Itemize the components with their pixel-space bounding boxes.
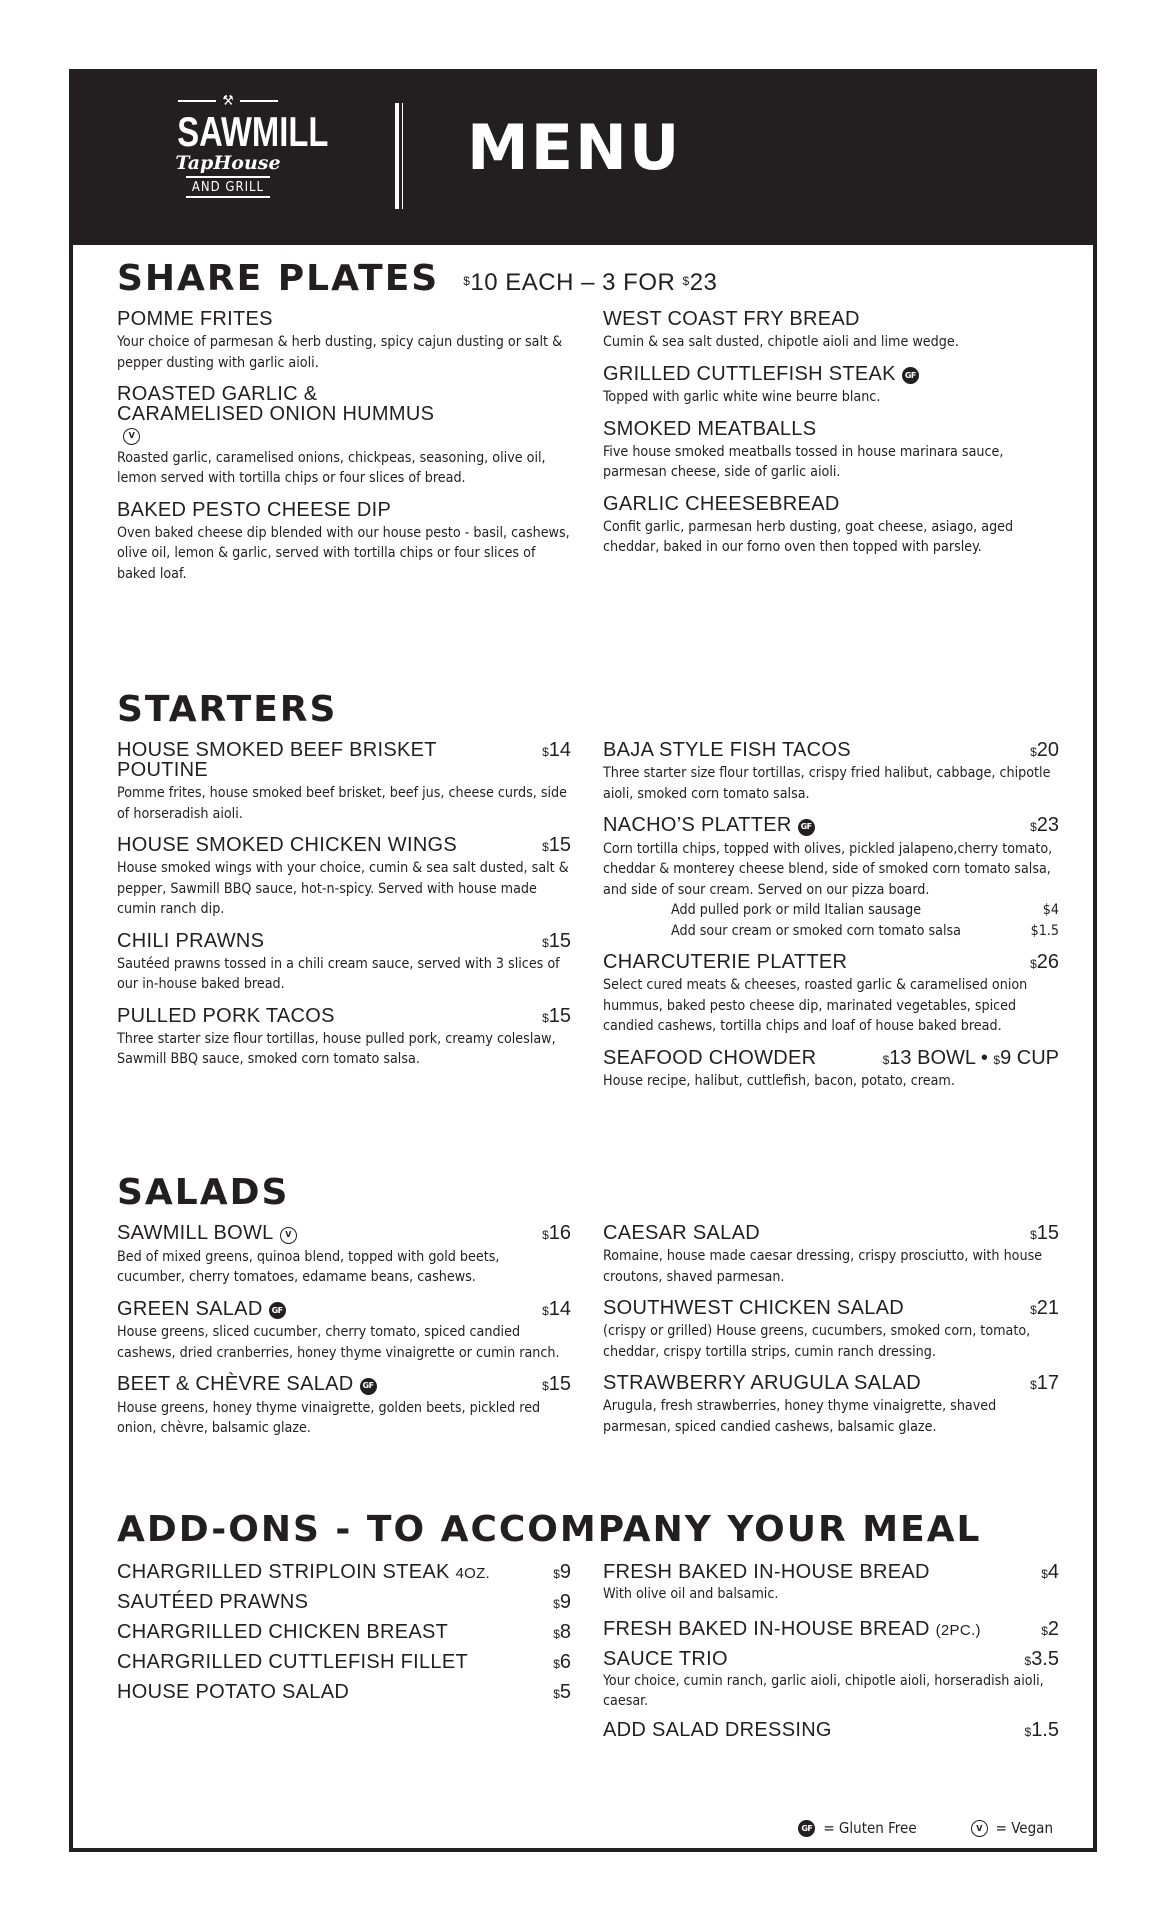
gluten-free-icon: GF [798, 819, 815, 836]
menu-item: BEET & CHÈVRE SALAD GF $15 House greens, honey thyme vinaigrette, golden beets, pickled red onion, chèvre, balsamic glaze. [117, 1373, 571, 1436]
menu-item: GREEN SALAD GF $14 House greens, sliced cucumber, cherry tomato, spiced candied cashews, dried cranberries, honey thyme vinaigrette or cumin ranch. [117, 1297, 571, 1361]
item-price: $15 [542, 1373, 571, 1395]
menu-item: SAWMILL BOWL V $16 Bed of mixed greens, quinoa blend, topped with gold beets, cucumber, cherry tomatoes, edamame beans, cashews. [117, 1222, 571, 1285]
section-title-starters: STARTERS [117, 689, 338, 730]
menu-page [69, 69, 1097, 1852]
starters-left [117, 740, 571, 1081]
nacho-addon-row: Add sour cream or smoked corn tomato salsa $1.5 [671, 922, 1059, 939]
menu-item: WEST COAST FRY BREAD Cumin & sea salt dusted, chipotle aioli and lime wedge. [603, 308, 959, 350]
section-title-addons: ADD-ONS - TO ACCOMPANY YOUR MEAL [117, 1509, 982, 1550]
item-price: $5 [553, 1681, 571, 1703]
brand-sub: AND GRILL [186, 176, 270, 198]
legend [798, 1819, 1053, 1837]
menu-item: STRAWBERRY ARUGULA SALAD $17 Arugula, fresh strawberries, honey thyme vinaigrette, shaved parmesan, spiced candied cashews, balsamic glaze. [603, 1372, 1059, 1435]
item-price: $6 [553, 1651, 571, 1673]
starters-right [603, 740, 1059, 1102]
addon-item: ADD SALAD DRESSING $1.5 [603, 1718, 1059, 1741]
gluten-free-icon: GF [269, 1302, 286, 1319]
item-price: $23 [1030, 814, 1059, 836]
menu-item: GARLIC CHEESEBREAD Confit garlic, parmesan herb dusting, goat cheese, asiago, aged cheddar, baked in our forno oven then topped with parsley. [603, 492, 1014, 555]
item-price: $21 [1030, 1297, 1059, 1319]
item-price: $15 [542, 834, 571, 856]
menu-item: HOUSE SMOKED CHICKEN WINGS $15 House smoked wings with your choice, cumin & sea salt dusted, salt & pepper, Sawmill BBQ sauce, hot-n-spicy. Served with house made cumin ranch dip. [117, 834, 571, 917]
salads-right [603, 1223, 1059, 1448]
item-price: $17 [1030, 1372, 1059, 1394]
menu-item: SOUTHWEST CHICKEN SALAD $21 (crispy or grilled) House greens, cucumbers, smoked corn, tomato, cheddar, crispy tortilla strips, cumin ranch dressing. [603, 1297, 1059, 1360]
crossed-axes-icon: ⚒ [222, 93, 234, 109]
share-plates-price: $10 EACH – 3 FOR $23 [463, 269, 718, 296]
item-price: $13 BOWL • $9 CUP [882, 1046, 1059, 1069]
vegan-icon: V [971, 1820, 988, 1837]
menu-item: SEAFOOD CHOWDER $13 BOWL • $9 CUP House recipe, halibut, cuttlefish, bacon, potato, cream. [603, 1046, 1059, 1089]
item-price: $16 [542, 1222, 571, 1244]
item-price: $9 [553, 1561, 571, 1583]
menu-item: POMME FRITES Your choice of parmesan & herb dusting, spicy cajun dusting or salt & pepper dusting with garlic aioli. [117, 308, 563, 371]
nacho-addon-row: Add pulled pork or mild Italian sausage $4 [671, 902, 1059, 918]
brand-name: SAWMILL [177, 108, 329, 155]
legend-gluten-free: = Gluten Free [823, 1819, 917, 1837]
item-price: $2 [1041, 1617, 1059, 1640]
menu-item: GRILLED CUTTLEFISH STEAK GF Topped with garlic white wine beurre blanc. [603, 364, 1059, 408]
addon-item: SAUTÉED PRAWNS $9 [117, 1591, 571, 1613]
item-price: $3.5 [1024, 1647, 1059, 1670]
addons-left [117, 1560, 571, 1710]
menu-title: MENU [467, 111, 682, 184]
legend-vegan: = Vegan [995, 1819, 1053, 1837]
addons-right [603, 1560, 1059, 1748]
menu-item: PULLED PORK TACOS $15 Three starter size flour tortillas, house pulled pork, creamy coleslaw, Sawmill BBQ sauce, smoked corn tomato salsa. [117, 1004, 571, 1067]
item-price: $15 [542, 1004, 571, 1027]
item-price: $14 [542, 1297, 571, 1320]
menu-item: CHARCUTERIE PLATTER $26 Select cured meats & cheeses, roasted garlic & caramelised onion hummus, baked pesto cheese dip, marinated vegetables, spiced candied cashews, tortilla chips and loaf of house baked bread. [603, 951, 1059, 1034]
item-price: $15 [1030, 1222, 1059, 1244]
salads-left [117, 1223, 571, 1450]
item-price: $15 [542, 929, 571, 952]
brand-script: TapHouse [175, 152, 281, 174]
item-price: $8 [553, 1621, 571, 1643]
item-price: $1.5 [1024, 1718, 1059, 1741]
addon-item: SAUCE TRIO $3.5 Your choice, cumin ranch, garlic aioli, chipotle aioli, horseradish aioli, caesar. [603, 1647, 1059, 1709]
item-price: $4 [1041, 1561, 1059, 1583]
menu-item: HOUSE SMOKED BEEF BRISKET POUTINE $14 Pomme frites, house smoked beef brisket, beef jus, cheese curds, side of horseradish aioli. [117, 739, 571, 822]
vegan-icon: V [123, 428, 140, 445]
menu-item: CAESAR SALAD $15 Romaine, house made caesar dressing, crispy prosciutto, with house croutons, shaved parmesan. [603, 1222, 1059, 1285]
item-price: $26 [1030, 951, 1059, 973]
vegan-icon: V [280, 1227, 297, 1244]
menu-item: NACHO’S PLATTER GF $23 Corn tortilla chips, topped with olives, pickled jalapeno,cherry tomato, cheddar & monterey cheese blend, side of smoked corn tomato salsa, and side of sour cream. Served on our pizza board. Add pulled pork or mild Italian sausage $4 Add sour cream or smoked corn tomato salsa $1.5 [603, 815, 1059, 941]
menu-content [73, 73, 1093, 1848]
menu-item: ROASTED GARLIC & CARAMELISED ONION HUMMUSV Roasted garlic, caramelised onions, chickpeas, seasoning, olive oil, lemon served with tortilla chips or four slices of bread. [117, 383, 546, 486]
section-title-salads: SALADS [117, 1172, 290, 1213]
addon-item: CHARGRILLED CUTTLEFISH FILLET $6 [117, 1651, 571, 1673]
gluten-free-icon: GF [360, 1378, 377, 1395]
share-plates-right [603, 309, 1059, 569]
menu-item: SMOKED MEATBALLS Five house smoked meatballs tossed in house marinara sauce, parmesan cheese, side of garlic aioli. [603, 417, 1004, 480]
gluten-free-icon: GF [798, 1820, 815, 1837]
item-price: $14 [542, 739, 571, 761]
item-price: $20 [1030, 739, 1059, 761]
addon-item: CHARGRILLED CHICKEN BREAST $8 [117, 1621, 571, 1643]
menu-item: BAJA STYLE FISH TACOS $20 Three starter size flour tortillas, crispy fried halibut, cabbage, chipotle aioli, smoked corn tomato salsa. [603, 739, 1059, 802]
addon-item: CHARGRILLED STRIPLOIN STEAK 4OZ. $9 [117, 1561, 571, 1583]
menu-item: CHILI PRAWNS $15 Sautéed prawns tossed in a chili cream sauce, served with 3 slices of our in-house baked bread. [117, 929, 571, 992]
section-title-share-plates: SHARE PLATES $10 EACH – 3 FOR $23 [117, 258, 718, 299]
item-price: $9 [553, 1591, 571, 1613]
addon-item: FRESH BAKED IN-HOUSE BREAD (2PC.) $2 [603, 1617, 1059, 1640]
share-plates-left [117, 309, 571, 595]
addon-item: FRESH BAKED IN-HOUSE BREAD $4 With olive oil and balsamic. [603, 1561, 1059, 1602]
addon-item: HOUSE POTATO SALAD $5 [117, 1681, 571, 1703]
menu-item: BAKED PESTO CHEESE DIP Oven baked cheese dip blended with our house pesto - basil, cashews, olive oil, lemon & garlic, served with tortilla chips or four slices of baked loaf. [117, 498, 570, 582]
gluten-free-icon: GF [902, 367, 919, 384]
